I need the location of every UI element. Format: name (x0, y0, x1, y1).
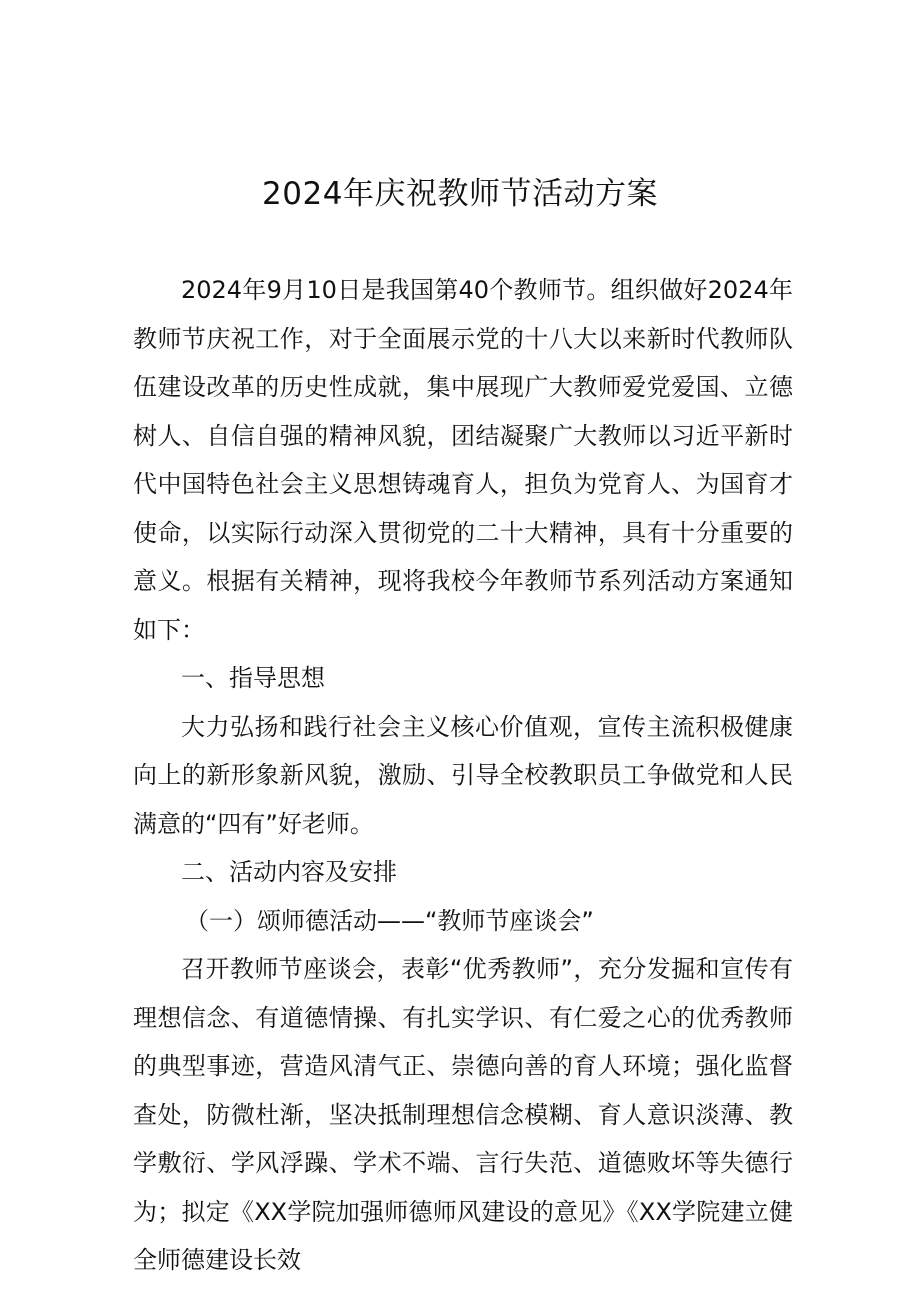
section-1-heading: 一、指导思想 (181, 664, 325, 692)
section-2-heading: 二、活动内容及安排 (181, 858, 397, 886)
section-2-paragraph: 召开教师节座谈会，表彰“优秀教师”，充分发掘和宣传有理想信念、有道德情操、有扎实学识、有仁爱之心的优秀教师的典型事迹，营造风清气正、崇德向善的育人环境；强化监督查处，防微杜渐，坚决抵制理想信念模糊、育人意识淡薄、教学敷衍、学风浮躁、学术不端、言行失范、道德败坏等失德行为；拟定《XX学院加强师德师风建设的意见》《XX学院建立健全师德建设长效 (133, 955, 793, 1274)
section-1-paragraph: 大力弘扬和践行社会主义核心价值观，宣传主流积极健康向上的新形象新风貌，激励、引导全校教职员工争做党和人民满意的“四有”好老师。 (133, 712, 793, 838)
intro-paragraph: 2024年9月10日是我国第40个教师节。组织做好2024年教师节庆祝工作，对于全面展示党的十八大以来新时代教师队伍建设改革的历史性成就，集中展现广大教师爱党爱国、立德树人、自信自强的精神风貌，团结凝聚广大教师以习近平新时代中国特色社会主义思想铸魂育人，担负为党育人、为国育才使命，以实际行动深入贯彻党的二十大精神，具有十分重要的意义。根据有关精神，现将我校今年教师节系列活动方案通知如下： (133, 276, 793, 644)
document-body (133, 266, 793, 1285)
document-title: 2024年庆祝教师节活动方案 (262, 176, 658, 212)
section-2-subheading: （一）颂师德活动——“教师节座谈会” (185, 906, 594, 935)
